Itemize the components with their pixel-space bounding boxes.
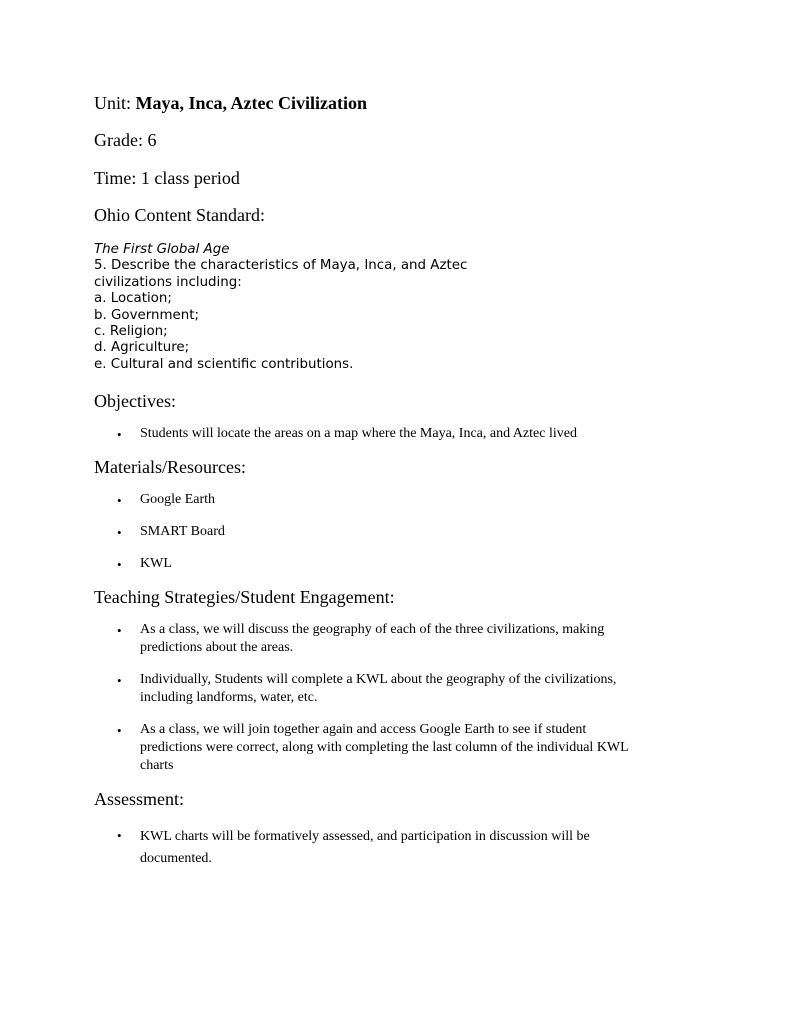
bullet-icon: •	[117, 673, 122, 688]
strategy-item: As a class, we will discuss the geography of each of the three civilizations, making predictions about the areas.	[140, 622, 605, 655]
unit-line	[94, 94, 367, 112]
standard-line: d. Agriculture;	[94, 340, 190, 356]
objective-item: Students will locate the areas on a map where the Maya, Inca, and Aztec lived	[140, 426, 577, 441]
strategy-item: Individually, Students will complete a KWL about the geography of the civilizations, including landforms, water, etc.	[140, 672, 617, 705]
bullet-icon: •	[117, 427, 122, 442]
standard-line: civilizations including:	[94, 274, 242, 290]
unit-title: Maya, Inca, Aztec Civilization	[135, 93, 367, 113]
standard-line: a. Location;	[94, 291, 172, 307]
materials-heading: Materials/Resources:	[94, 457, 246, 477]
unit-label: Unit:	[94, 93, 132, 113]
bullet-icon: •	[117, 623, 122, 638]
standard-block	[94, 242, 554, 373]
bullet-icon: •	[117, 557, 122, 572]
standard-line: e. Cultural and scientific contributions.	[94, 356, 354, 372]
material-item: Google Earth	[140, 492, 216, 507]
standard-line: c. Religion;	[94, 324, 168, 340]
strategies-heading: Teaching Strategies/Student Engagement:	[94, 587, 395, 607]
bullet-icon: •	[117, 493, 122, 508]
strategy-item: As a class, we will join together again and access Google Earth to see if student predictions were correct, along with completing the last column of the individual KWL charts	[140, 722, 629, 773]
grade-line: Grade: 6	[94, 130, 157, 150]
bullet-icon: •	[117, 828, 122, 843]
assessment-item: KWL charts will be formatively assessed, and participation in discussion will be documented.	[140, 829, 590, 866]
material-item: SMART Board	[140, 524, 225, 539]
standard-title: The First Global Age	[94, 242, 230, 257]
bullet-icon: •	[117, 525, 122, 540]
bullet-icon: •	[117, 723, 122, 738]
material-item: KWL	[140, 556, 172, 571]
standard-line: b. Government;	[94, 307, 200, 323]
objectives-heading: Objectives:	[94, 391, 176, 411]
standard-heading: Ohio Content Standard:	[94, 205, 265, 225]
standard-line: 5. Describe the characteristics of Maya, Inca, and Aztec	[94, 258, 468, 274]
time-line: Time: 1 class period	[94, 168, 240, 188]
assessment-heading: Assessment:	[94, 789, 184, 809]
